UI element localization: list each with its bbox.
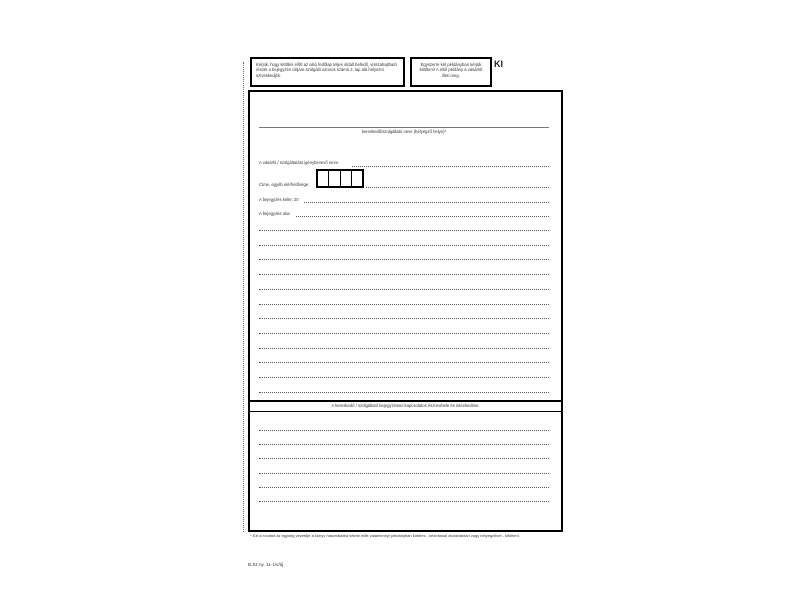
date-field-line	[304, 202, 549, 203]
writing-line	[259, 392, 549, 393]
perforation-line	[243, 62, 244, 532]
seller-caption: kereskedő/szolgáltató neve (bélyegző helye)*	[361, 129, 447, 134]
address-label: Címe, egyéb elérhetősége:	[259, 182, 310, 187]
instructions-box	[250, 57, 405, 87]
form-main-box	[248, 90, 563, 532]
writing-line	[259, 377, 549, 378]
copy-badge: KI	[494, 59, 503, 69]
writing-line	[259, 362, 549, 363]
writing-line	[259, 318, 549, 319]
writing-line	[259, 348, 549, 349]
reason-label: A bejegyzés oka:	[259, 211, 291, 216]
instructions-text: Kérjük, hogy kitöltés előtt az alsó fedőlap teljes oldalt befedő, visszahajtható részét a bejegyzés céljára szolgáló azonos számú 2. lap alá helyezni szíveskedjék.	[256, 62, 397, 78]
date-label: A bejegyzés kelte: 20	[259, 197, 299, 202]
writing-line	[259, 230, 549, 231]
writing-line	[259, 289, 549, 290]
writing-line	[259, 333, 549, 334]
writing-line	[259, 259, 549, 260]
code-cell[interactable]	[341, 171, 352, 186]
writing-line	[259, 501, 549, 502]
writing-line	[259, 304, 549, 305]
buyer-label: A vásárló / szolgáltatást igénybevevő neve:	[259, 160, 340, 165]
address-field-line	[366, 187, 549, 188]
writing-line	[259, 473, 549, 474]
seller-line	[259, 127, 549, 128]
writing-line	[259, 274, 549, 275]
address-code-cells[interactable]	[316, 169, 364, 188]
code-cell[interactable]	[318, 171, 329, 186]
buyer-field-line	[352, 166, 549, 167]
reason-field-line	[296, 216, 549, 217]
copy-note-text: Egyszerre két példányban kérjük kitölteni! A első példány a vásárlót illeti meg.	[419, 62, 483, 78]
form-code: B.Sz.ny. 11-1/v/új	[248, 562, 284, 567]
writing-line	[259, 444, 549, 445]
copy-note-box	[410, 57, 492, 87]
writing-line	[259, 430, 549, 431]
writing-line	[259, 458, 549, 459]
code-cell[interactable]	[329, 171, 340, 186]
code-cell[interactable]	[352, 171, 362, 186]
response-title: A kereskedő / szolgáltató bejegyzéssel kapcsolatos észrevétele és intézkedése:	[331, 403, 480, 408]
footnote: * Ezt a rovatot az egység vezetője a könyv használatba vétele előtt valamennyi példányban köteles - kézírással olvashatóan vagy bélyegzővel - kitölteni.	[250, 533, 520, 538]
writing-line	[259, 487, 549, 488]
writing-line	[259, 245, 549, 246]
